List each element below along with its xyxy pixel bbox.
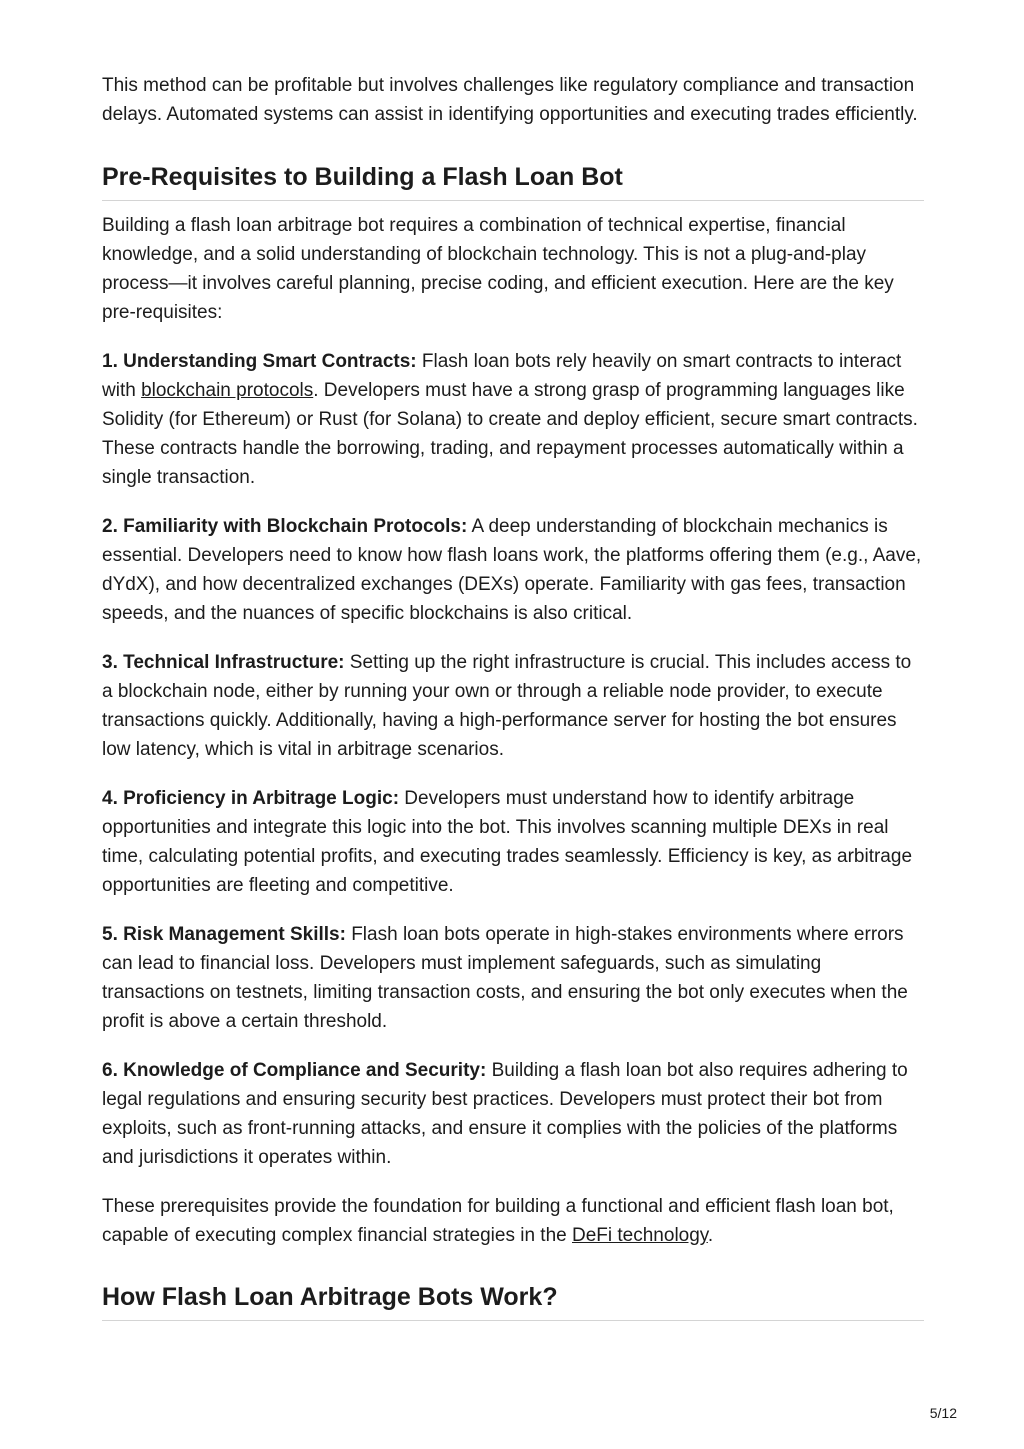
prereq-item-text: Flash loan bots operate in high-stakes environments where errors can lead to financial loss. Developers must implement safeguards, such as simulating transactions on testnets, limiting transaction costs, and ensuring the bot only executes when the profit is above a certain threshold.: [102, 924, 908, 1032]
prerequisites-closing-paragraph: [102, 1192, 924, 1250]
prereq-item-blockchain-protocols: [102, 512, 924, 628]
section-heading-how-bots-work: How Flash Loan Arbitrage Bots Work?: [102, 1281, 924, 1321]
prereq-item-title: 4. Proficiency in Arbitrage Logic:: [102, 788, 400, 809]
prereq-item-text: Setting up the right infrastructure is crucial. This includes access to a blockchain node, either by running your own or through a reliable node provider, to execute transactions quickly. Additionally, having a high-performance server for hosting the bot ensures low latency, which is vital in arbitrage scenarios.: [102, 652, 912, 760]
section-heading-prerequisites: Pre-Requisites to Building a Flash Loan Bot: [102, 161, 924, 201]
prereq-item-text: Building a flash loan bot also requires adhering to legal regulations and ensuring security best practices. Developers must protect their bot from exploits, such as front-running attacks, and ensure it complies with the policies of the platforms and jurisdictions it operates within.: [102, 1060, 908, 1168]
closing-text: These prerequisites provide the foundation for building a functional and efficient flash loan bot, capable of executing complex financial strategies in the: [102, 1196, 894, 1246]
prereq-item-text: . Developers must have a strong grasp of programming languages like Solidity (for Ethereum) or Rust (for Solana) to create and deploy efficient, secure smart contracts. These contracts handle the borrowing, trading, and repayment processes automatically within a single transaction.: [102, 380, 918, 488]
intro-paragraph: This method can be profitable but involves challenges like regulatory compliance and transaction delays. Automated systems can assist in identifying opportunities and executing trades efficiently.: [102, 75, 918, 125]
prereq-item-arbitrage-logic: [102, 784, 924, 900]
blockchain-protocols-link[interactable]: blockchain protocols: [141, 380, 314, 401]
prereq-item-title: 6. Knowledge of Compliance and Security:: [102, 1060, 487, 1081]
closing-text: .: [707, 1225, 714, 1246]
prereq-item-title: 5. Risk Management Skills:: [102, 924, 346, 945]
document-page: [102, 71, 924, 1321]
defi-technology-link[interactable]: DeFi technology: [572, 1225, 708, 1246]
prereq-item-text: Flash loan bots rely heavily on smart contracts to interact with: [102, 351, 902, 401]
prereq-item-risk-management: [102, 920, 924, 1036]
prereq-item-text: A deep understanding of blockchain mechanics is essential. Developers need to know how flash loans work, the platforms offering them (e.g., Aave, dYdX), and how decentralized exchanges (DEXs) operate. Familiarity with gas fees, transaction speeds, and the nuances of specific blockchains is also critical.: [102, 516, 922, 624]
prerequisites-lead-paragraph: Building a flash loan arbitrage bot requires a combination of technical expertise, financial knowledge, and a solid understanding of blockchain technology. This is not a plug-and-play process—it involves careful planning, precise coding, and efficient execution. Here are the key pre-requisites:: [102, 215, 894, 323]
prereq-item-title: 1. Understanding Smart Contracts:: [102, 351, 417, 372]
prereq-item-technical-infrastructure: [102, 648, 924, 764]
prereq-item-text: Developers must understand how to identify arbitrage opportunities and integrate this logic into the bot. This involves scanning multiple DEXs in real time, calculating potential profits, and executing trades seamlessly. Efficiency is key, as arbitrage opportunities are fleeting and competitive.: [102, 788, 913, 896]
page-number: 5/12: [929, 1405, 957, 1421]
prereq-item-smart-contracts: [102, 347, 924, 492]
prereq-item-title: 2. Familiarity with Blockchain Protocols:: [102, 516, 468, 537]
prereq-item-compliance-security: [102, 1056, 924, 1172]
prereq-item-title: 3. Technical Infrastructure:: [102, 652, 345, 673]
